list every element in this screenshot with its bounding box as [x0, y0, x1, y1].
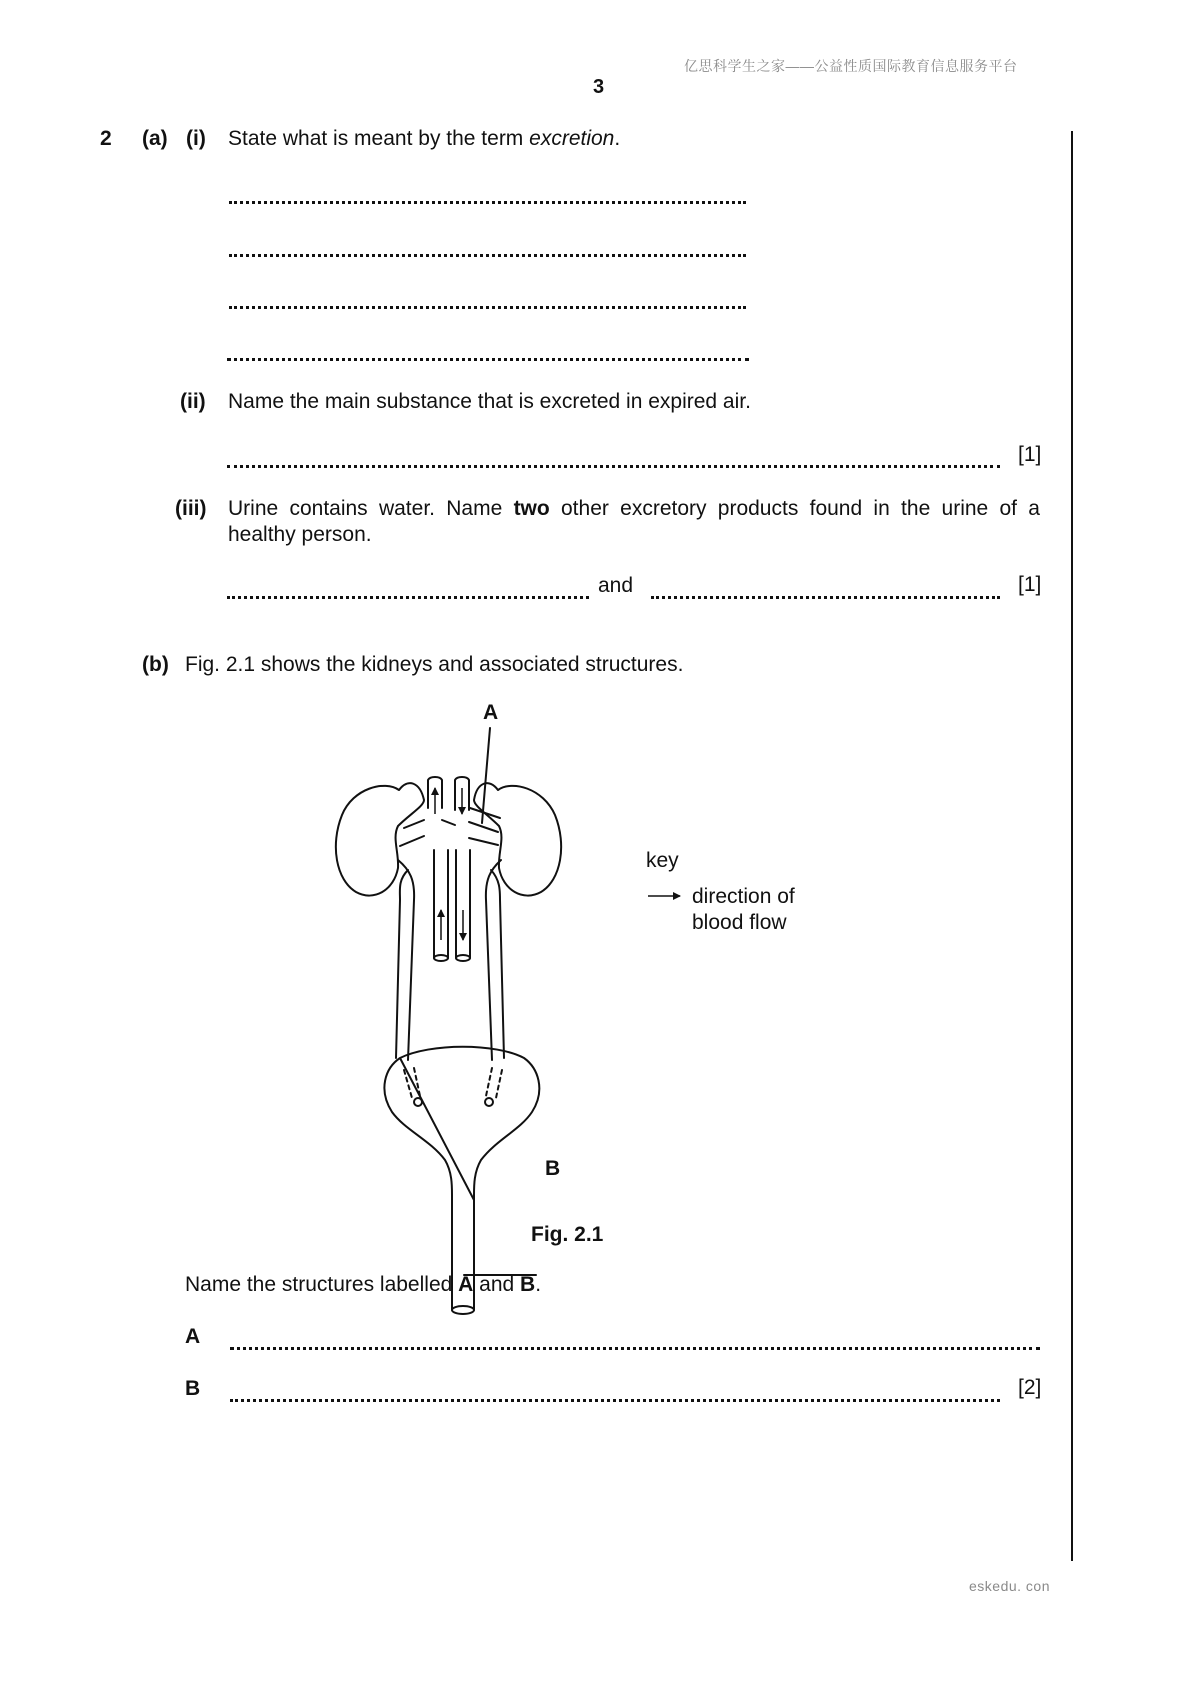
- part-b-label: (b): [142, 653, 169, 676]
- subpart-iii-text-before: Urine contains water. Name: [228, 497, 514, 520]
- subpart-ii-question: Name the main substance that is excreted in expired air.: [228, 390, 751, 413]
- answer-line-b[interactable]: [230, 1399, 1000, 1402]
- figure-label-a: A: [483, 701, 499, 724]
- answer-b-label: B: [185, 1377, 201, 1400]
- instruction-b: B: [520, 1273, 536, 1296]
- renal-vein: [400, 820, 424, 846]
- answer-a-label: A: [185, 1325, 201, 1348]
- and-text: and: [598, 574, 634, 597]
- subpart-ii-label: (ii): [180, 390, 206, 413]
- left-ureter: [396, 860, 414, 1060]
- right-kidney: [474, 783, 561, 895]
- header-watermark: 亿思科学生之家——公益性质国际教育信息服务平台: [684, 58, 1018, 74]
- part-a-label: (a): [142, 127, 168, 150]
- bladder: [384, 1047, 539, 1200]
- subpart-i-text-before: State what is meant by the term: [228, 127, 530, 150]
- subpart-iii-question-line2: healthy person.: [228, 523, 372, 546]
- key-line2: blood flow: [692, 911, 787, 934]
- renal-artery-right: [469, 822, 498, 845]
- label-a-pointer: [482, 728, 490, 823]
- instruction-after: .: [535, 1273, 542, 1296]
- lower-vein: [434, 850, 448, 958]
- subpart-i-text-after: .: [614, 127, 621, 150]
- instruction-a: A: [458, 1273, 474, 1296]
- subpart-iii-mark: [1]: [1018, 573, 1042, 596]
- subpart-ii-mark: [1]: [1018, 443, 1042, 466]
- renal-artery-top: [470, 808, 500, 818]
- part-b-mark: [2]: [1018, 1376, 1042, 1399]
- subpart-iii-label: (iii): [175, 497, 207, 520]
- figure-label-b: B: [545, 1157, 561, 1180]
- instruction-before: Name the structures labelled: [185, 1273, 459, 1296]
- subpart-iii-text-after: other excretory products found in the urine of a: [549, 497, 1040, 520]
- lower-artery: [456, 850, 470, 958]
- subpart-i-label: (i): [186, 127, 206, 150]
- footer-site: eskedu. con: [969, 1578, 1050, 1594]
- instruction-and: and: [473, 1273, 521, 1296]
- key-line1: direction of: [692, 885, 795, 908]
- part-b-intro: Fig. 2.1 shows the kidneys and associated structures.: [185, 653, 684, 676]
- right-ureter: [486, 860, 504, 1060]
- key-title: key: [646, 849, 679, 872]
- page-number: 3: [593, 76, 605, 98]
- part-b-instruction: [185, 1272, 541, 1298]
- term-excretion: excretion: [529, 127, 615, 150]
- question-number: 2: [100, 127, 112, 150]
- word-two: two: [513, 497, 550, 520]
- renal-artery-left: [442, 820, 455, 825]
- figure-caption: Fig. 2.1: [531, 1223, 604, 1246]
- answer-line-a[interactable]: [230, 1347, 1040, 1350]
